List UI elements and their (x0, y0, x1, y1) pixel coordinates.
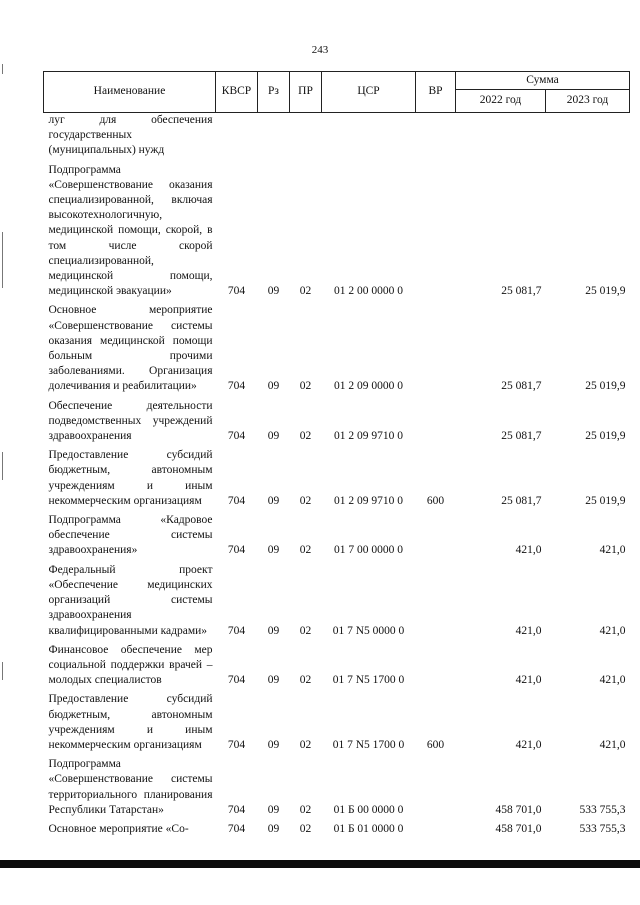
row-sum-2022: 421,0 (515, 738, 542, 751)
row-vr (416, 757, 456, 818)
row-kvsr: 704 (227, 624, 246, 637)
row-csr: 01 Б 00 0000 0 (333, 803, 404, 816)
header-kvsr: КВСР (216, 72, 258, 113)
row-kvsr: 704 (227, 430, 246, 443)
table-row (44, 303, 630, 394)
row-sum-2023: 421,0 (599, 624, 626, 637)
table-row (44, 643, 630, 689)
table-row (44, 563, 630, 639)
row-sum-2022: 421,0 (515, 544, 542, 557)
page-number: 243 (311, 44, 329, 56)
table-header (44, 72, 630, 113)
row-rz: 09 (267, 738, 280, 751)
row-kvsr: 704 (227, 285, 246, 298)
row-sum-2022: 458 701,0 (495, 803, 542, 816)
row-name: Подпрограмма «Совершенствование системы территориального планирования Республики Татарстан» (48, 758, 213, 816)
row-pr: 02 (299, 822, 312, 835)
row-rz (258, 113, 290, 159)
row-name: Подпрограмма «Совершенствование оказания специализированной, включая высокотехнологичную, медицинской помощи, скорой, в том числе скорой специализированной, медицинской помощи, медицинской эвакуации» (48, 163, 213, 298)
row-rz: 09 (267, 624, 280, 637)
row-rz: 09 (267, 803, 280, 816)
row-vr (416, 113, 456, 159)
table-row (44, 448, 630, 509)
row-kvsr: 704 (227, 738, 246, 751)
row-kvsr: 704 (227, 674, 246, 687)
scan-edge-mark (2, 452, 3, 480)
row-pr: 02 (299, 494, 312, 507)
row-sum-2023: 533 755,3 (579, 803, 626, 816)
table-row (44, 692, 630, 753)
table-row (44, 163, 630, 300)
row-sum-2022: 25 081,7 (501, 430, 542, 443)
row-name: Предоставление субсидий бюджетным, автономным учреждениям и иным некоммерческим организациям (48, 693, 213, 751)
row-vr (416, 399, 456, 445)
row-rz: 09 (267, 430, 280, 443)
header-year-2023: 2023 год (546, 90, 630, 113)
row-pr: 02 (299, 380, 312, 393)
header-rz: Рз (258, 72, 290, 113)
row-pr (290, 113, 322, 159)
header-vr: ВР (416, 72, 456, 113)
row-name: Подпрограмма «Кадровое обеспечение системы здравоохранения» (48, 514, 213, 557)
row-pr: 02 (299, 803, 312, 816)
row-csr: 01 2 09 9710 0 (334, 430, 403, 443)
row-sum-2023: 25 019,9 (585, 380, 626, 393)
row-vr (416, 303, 456, 394)
row-name: Обеспечение деятельности подведомственных учреждений здравоохранения (48, 399, 213, 443)
row-sum-2022: 458 701,0 (495, 822, 542, 835)
row-csr: 01 7 N5 1700 0 (332, 738, 405, 751)
row-vr (416, 163, 456, 300)
row-csr: 01 7 00 0000 0 (334, 544, 403, 557)
row-csr: 01 Б 01 0000 0 (333, 822, 404, 835)
row-vr (416, 563, 456, 639)
row-csr: 01 7 N5 0000 0 (332, 624, 405, 637)
row-name: Основное мероприятие «Совершенствование системы оказания медицинской помощи больным прочими заболеваниями. Организация долечивания и реабилитации» (48, 304, 213, 393)
table-row (44, 822, 630, 837)
row-sum-2023: 533 755,3 (579, 822, 626, 835)
row-pr: 02 (299, 544, 312, 557)
row-csr: 01 2 09 0000 0 (334, 380, 403, 393)
row-kvsr: 704 (227, 803, 246, 816)
row-name: Предоставление субсидий бюджетным, автономным учреждениям и иным некоммерческим организациям (48, 449, 213, 507)
header-name: Наименование (44, 72, 216, 113)
budget-table (43, 71, 630, 837)
row-sum-2023: 421,0 (599, 674, 626, 687)
header-pr: ПР (290, 72, 322, 113)
row-name: луг для обеспечения государственных (муниципальных) нужд (48, 114, 213, 157)
row-csr: 01 7 N5 1700 0 (332, 674, 405, 687)
row-name: Основное мероприятие «Со- (48, 822, 189, 835)
row-rz: 09 (267, 380, 280, 393)
row-sum-2023: 421,0 (599, 544, 626, 557)
row-csr (322, 113, 416, 159)
row-kvsr (216, 113, 258, 159)
header-year-2022: 2022 год (456, 90, 546, 113)
row-name: Финансовое обеспечение мер социальной поддержки врачей – молодых специалистов (48, 643, 213, 687)
row-sum-2023: 421,0 (599, 738, 626, 751)
row-kvsr: 704 (227, 380, 246, 393)
table-body (44, 113, 630, 838)
row-sum-2022 (456, 113, 546, 159)
row-sum-2023: 25 019,9 (585, 430, 626, 443)
row-rz: 09 (267, 285, 280, 298)
row-sum-2022: 421,0 (515, 624, 542, 637)
row-vr (416, 513, 456, 559)
row-csr: 01 2 09 9710 0 (334, 494, 403, 507)
scan-edge-mark (2, 64, 3, 74)
header-csr: ЦСР (322, 72, 416, 113)
scan-edge-mark (2, 662, 3, 680)
row-vr: 600 (426, 738, 445, 751)
row-sum-2022: 25 081,7 (501, 380, 542, 393)
scan-bottom-border (0, 860, 640, 868)
table-row (44, 513, 630, 559)
row-pr: 02 (299, 674, 312, 687)
row-sum-2022: 25 081,7 (501, 285, 542, 298)
table-row (44, 113, 630, 159)
row-rz: 09 (267, 674, 280, 687)
row-name: Федеральный проект «Обеспечение медицинских организаций системы здравоохранения квалифицированными кадрами» (48, 563, 213, 637)
row-kvsr: 704 (227, 822, 246, 835)
row-sum-2022: 421,0 (515, 674, 542, 687)
row-kvsr: 704 (227, 544, 246, 557)
row-rz: 09 (267, 822, 280, 835)
row-pr: 02 (299, 624, 312, 637)
row-pr: 02 (299, 430, 312, 443)
row-sum-2023: 25 019,9 (585, 494, 626, 507)
row-rz: 09 (267, 544, 280, 557)
row-vr (416, 822, 456, 837)
row-sum-2023 (546, 113, 630, 159)
row-rz: 09 (267, 494, 280, 507)
row-pr: 02 (299, 285, 312, 298)
row-csr: 01 2 00 0000 0 (334, 285, 403, 298)
row-pr: 02 (299, 738, 312, 751)
table-row (44, 757, 630, 818)
table-row (44, 399, 630, 445)
row-kvsr: 704 (227, 494, 246, 507)
row-vr: 600 (426, 494, 445, 507)
row-sum-2023: 25 019,9 (585, 285, 626, 298)
row-vr (416, 643, 456, 689)
scan-edge-mark (2, 232, 3, 288)
header-sum: Сумма (456, 72, 630, 90)
row-sum-2022: 25 081,7 (501, 494, 542, 507)
